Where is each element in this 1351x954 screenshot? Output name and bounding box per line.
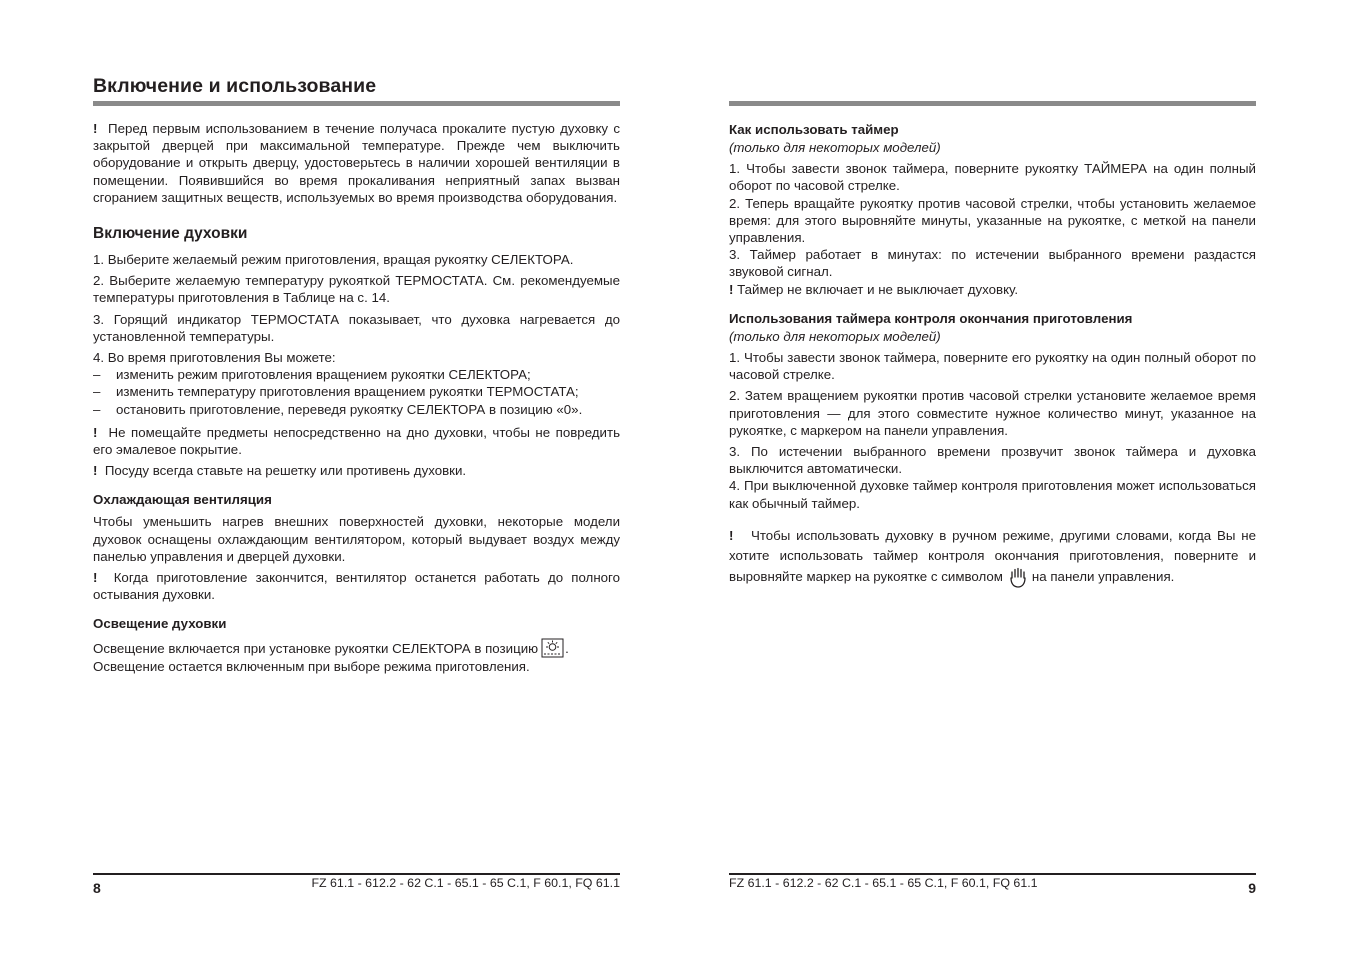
list-item: – изменить режим приготовления вращением рукоятки СЕЛЕКТОРА; xyxy=(93,367,531,383)
footer-rule xyxy=(93,873,620,875)
left-page xyxy=(93,0,620,954)
page-title: Включение и использование xyxy=(93,75,377,97)
right-content xyxy=(729,121,1256,588)
end-timer-step-1: 1. Чтобы завести звонок таймера, поверните его рукоятку на один полный оборот по часовой стрелке. xyxy=(729,350,1256,383)
step-2: 2. Выберите желаемую температуру рукояткой ТЕРМОСТАТА. См. рекомендуемые температуры приготовления в Таблице на с. 14. xyxy=(93,273,620,306)
section-heading-oven-on: Включение духовки xyxy=(93,225,248,243)
note-mark: ! xyxy=(93,121,98,136)
model-list: FZ 61.1 - 612.2 - 62 C.1 - 65.1 - 65 C.1, F 60.1, FQ 61.1 xyxy=(311,876,620,890)
footer-rule xyxy=(729,873,1256,875)
timer-step-2: 2. Теперь вращайте рукоятку против часовой стрелки, чтобы установить желаемое время: для этого выровняйте минуты, указанные на рукоятке, с меткой на панели управления. xyxy=(729,195,1256,246)
step-1: 1. Выберите желаемый режим приготовления, вращая рукоятку СЕЛЕКТОРА. xyxy=(93,252,574,268)
manual-mode-note: ! Чтобы использовать духовку в ручном режиме, другими словами, когда Вы не хотите использовать таймер контроля окончания приготовления, поверните и выровняйте маркер на рукоятке с символом на панели управления. xyxy=(729,526,1256,588)
page-number: 9 xyxy=(1248,880,1256,896)
cooling-note: ! Когда приготовление закончится, вентилятор останется работать до полного остывания духовки. xyxy=(93,570,621,603)
right-page xyxy=(729,0,1256,954)
section-heading-timer: Как использовать таймер xyxy=(729,122,899,137)
step-3: 3. Горящий индикатор ТЕРМОСТАТА показывает, что духовка нагревается до установленной температуры. xyxy=(93,311,620,344)
list-item: – изменить температуру приготовления вращением рукоятки ТЕРМОСТАТА; xyxy=(93,384,579,400)
timer-step-1: 1. Чтобы завести звонок таймера, поверните рукоятку ТАЙМЕРА на один полный оборот по часовой стрелке. xyxy=(729,161,1256,194)
section-subheading: (только для некоторых моделей) xyxy=(729,328,941,344)
hand-icon xyxy=(1007,566,1029,588)
intro-paragraph: ! Перед первым использованием в течение получаса прокалите пустую духовку с закрытой дверцей при максимальной температуре. Прежде чем выключить оборудование и открыть дверцу, удостоверьтесь в наличии хорошей вентиляции в помещении. Появившийся во время прокаливания неприятный запах вызван сгоранием защитных веществ, используемых во время производства оборудования. xyxy=(93,121,621,205)
light-text: Освещение включается при установке рукоятки СЕЛЕКТОРА в позицию . Освещение остается включенным при выборе режима приготовления. xyxy=(93,638,620,675)
title-rule xyxy=(729,101,1256,106)
warning-enamel: ! Не помещайте предметы непосредственно на дно духовки, чтобы не повредить его эмалевое покрытие. xyxy=(93,424,621,458)
list-item: – остановить приготовление, переведя рукоятку СЕЛЕКТОРА в позицию «0». xyxy=(93,401,583,417)
oven-light-icon xyxy=(541,638,565,658)
timer-step-3: 3. Таймер работает в минутах: по истечении выбранного времени раздастся звуковой сигнал. xyxy=(729,247,1256,280)
title-rule xyxy=(93,101,620,106)
end-timer-step-4: 4. При выключенной духовке таймер контроля приготовления может использоваться как обычный таймер. xyxy=(729,478,1256,511)
section-heading-cooling: Охлаждающая вентиляция xyxy=(93,492,272,508)
section-heading-light: Освещение духовки xyxy=(93,616,227,632)
timer-note: ! Таймер не включает и не выключает духовку. xyxy=(729,281,1019,297)
warning-rack: ! Посуду всегда ставьте на решетку или противень духовки. xyxy=(93,463,467,479)
step-4: 4. Во время приготовления Вы можете: xyxy=(93,350,336,366)
cooling-text: Чтобы уменьшить нагрев внешних поверхностей духовки, некоторые модели духовок оснащены охлаждающим вентилятором, который выдувает воздух между панелью управления и дверцей духовки. xyxy=(93,514,620,564)
section-heading-end-timer: Использования таймера контроля окончания приготовления xyxy=(729,310,1133,326)
section-subheading: (только для некоторых моделей) xyxy=(729,140,941,155)
end-timer-step-3: 3. По истечении выбранного времени прозвучит звонок таймера и духовка выключится автоматически. xyxy=(729,444,1256,477)
page-number: 8 xyxy=(93,880,101,896)
model-list: FZ 61.1 - 612.2 - 62 C.1 - 65.1 - 65 C.1, F 60.1, FQ 61.1 xyxy=(729,876,1038,890)
end-timer-step-2: 2. Затем вращением рукоятки против часовой стрелки установите желаемое время приготовления — для этого совместите нужное количество минут, указанное на рукоятке, с маркером на панели управления. xyxy=(729,388,1256,438)
left-content xyxy=(93,120,620,676)
